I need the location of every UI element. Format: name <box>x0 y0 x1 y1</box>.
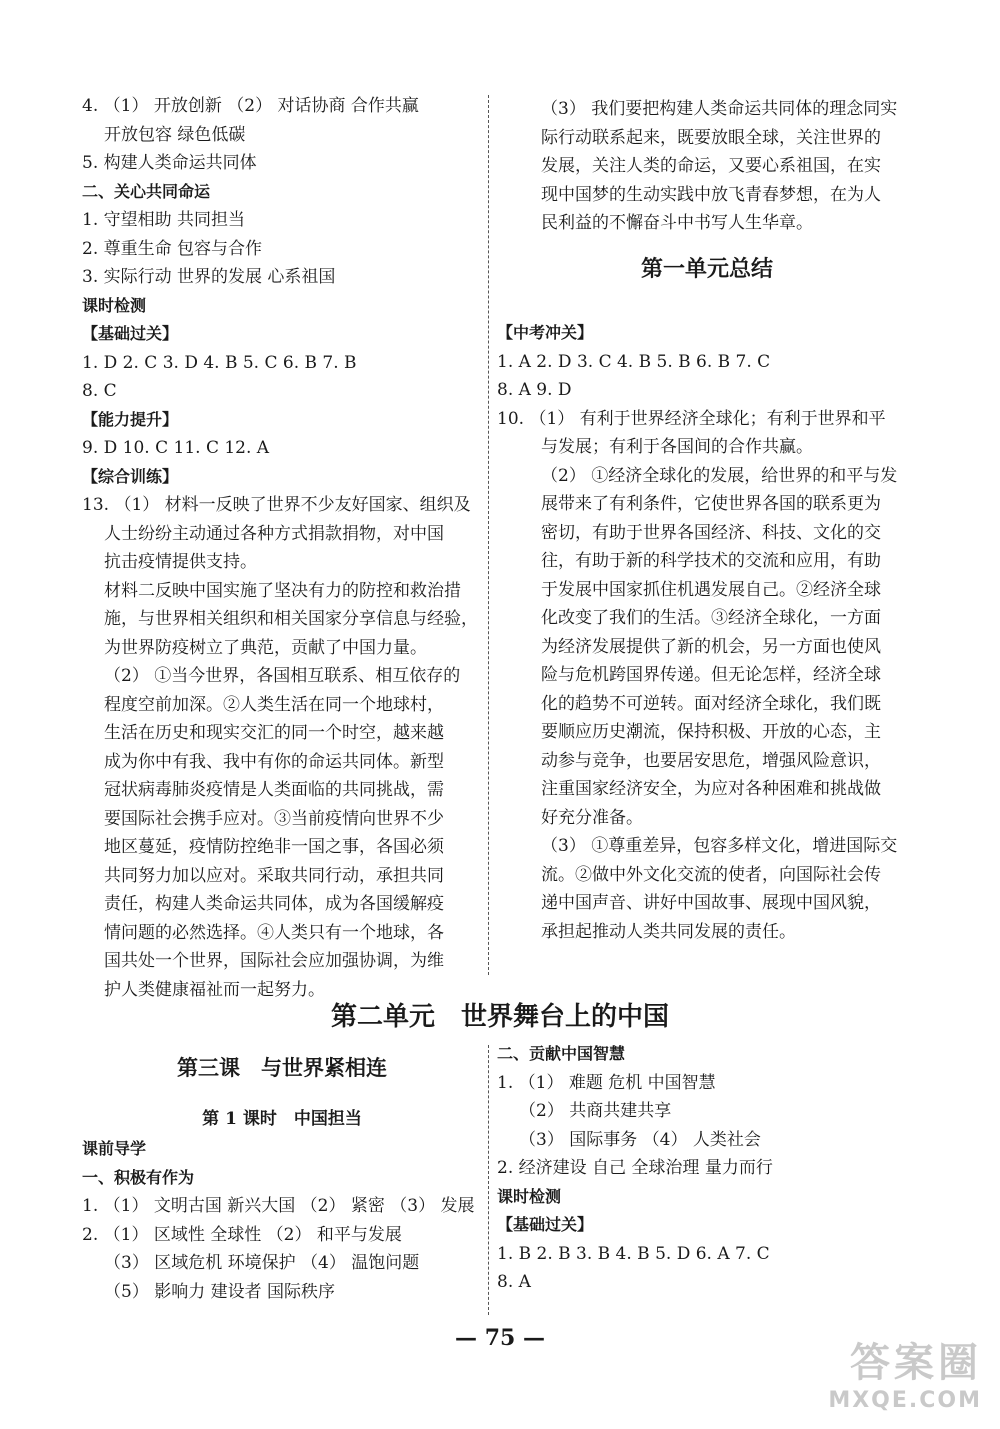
text-line: 【综合训练】 <box>82 466 179 486</box>
text-line: 密切，有助于世界各国经济、科技、文化的交 <box>541 522 881 543</box>
text-line: 发展，关注人类的命运，又要心系祖国，在实 <box>541 156 881 176</box>
text-line: 1. A 2. D 3. C 4. B 5. B 6. B 7. C <box>497 351 771 372</box>
watermark-text-bottom: MXQE.COM <box>828 1388 982 1413</box>
text-line: 【中考冲关】 <box>497 323 594 342</box>
text-line: （5） 影响力 建设者 国际秩序 <box>104 1281 336 1302</box>
watermark-logo <box>812 1331 982 1411</box>
text-line: 1. D 2. C 3. D 4. B 5. C 6. B 7. B <box>82 352 357 373</box>
column-divider-bottom <box>488 1045 489 1315</box>
text-line: （2） ①经济全球化的发展，给世界的和平与发 <box>541 465 898 486</box>
text-line: 5. 构建人类命运共同体 <box>82 153 257 173</box>
text-line: 课时检测 <box>497 1186 562 1206</box>
text-line: 13. （1） 材料一反映了世界不少友好国家、组织及 <box>82 495 471 515</box>
text-line: 1. 守望相助 共同担当 <box>82 210 246 230</box>
text-line: （3） 我们要把构建人类命运共同体的理念同实 <box>541 99 898 119</box>
text-line: 展带来了有利条件，它使世界各国的联系更为 <box>541 494 881 514</box>
text-line: （2） 共商共建共享 <box>519 1101 672 1121</box>
text-line: 材料二反映中国实施了坚决有力的防控和救治措 <box>104 580 461 601</box>
text-line: 动参与竞争，也要居安思危，增强风险意识， <box>541 750 881 771</box>
text-line: 8. A 9. D <box>497 380 572 400</box>
text-line: 化的趋势不可逆转。面对经济全球化，我们既 <box>541 693 881 714</box>
text-line: 抗击疫情提供支持。 <box>104 552 257 572</box>
text-line: 1. B 2. B 3. B 4. B 5. D 6. A 7. C <box>497 1243 770 1264</box>
text-line: 人士纷纷主动通过各种方式捐款捐物，对中国 <box>104 523 444 544</box>
bottom-left-column <box>82 1135 482 1306</box>
text-line: 二、贡献中国智慧 <box>497 1044 626 1063</box>
text-line: （2） ①当今世界，各国相互联系、相互依存的 <box>104 666 461 686</box>
text-line: 10. （1） 有利于世界经济全球化；有利于世界和平 <box>497 408 886 429</box>
text-line: 课时检测 <box>82 295 147 315</box>
text-line: 好充分准备。 <box>541 807 643 828</box>
text-line: 为经济发展提供了新的机会，另一方面也使风 <box>541 636 881 657</box>
text-line: 8. C <box>82 381 117 401</box>
text-line: 共同努力加以应对。采取共同行动，承担共同 <box>104 865 444 886</box>
text-line: 地区蔓延，疫情防控绝非一国之事，各国必须 <box>104 837 444 857</box>
text-line: 承担起推动人类共同发展的责任。 <box>541 921 796 942</box>
unit2-title: 第二单元 世界舞台上的中国 <box>330 1002 669 1032</box>
column-divider-top <box>488 95 489 975</box>
text-line: （3） 区域危机 环境保护 （4） 温饱问题 <box>104 1253 420 1273</box>
text-line: 国共处一个世界，国际社会应加强协调，为维 <box>104 951 444 971</box>
text-line: 二、关心共同命运 <box>82 181 211 201</box>
text-line: 1. （1） 难题 危机 中国智慧 <box>497 1072 716 1093</box>
text-line: 护人类健康福祉而一起努力。 <box>104 979 325 1000</box>
top-left-column <box>82 92 482 1004</box>
text-line: 责任，构建人类命运共同体，成为各国缓解疫 <box>104 894 444 914</box>
text-line: 注重国家经济安全，为应对各种困难和挑战做 <box>541 779 881 799</box>
lesson3-period-title: 第 1 课时 中国担当 <box>202 1109 362 1129</box>
watermark-text-top: 答案圈 <box>850 1340 982 1386</box>
text-line: 施，与世界相关组织和相关国家分享信息与经验， <box>104 609 478 629</box>
text-line: 化改变了我们的生活。③经济全球化，一方面 <box>541 608 881 628</box>
text-line: 为世界防疫树立了典范，贡献了中国力量。 <box>104 637 427 658</box>
text-line: 3. 实际行动 世界的发展 心系祖国 <box>82 267 336 287</box>
text-line: 【基础过关】 <box>82 324 179 343</box>
text-line: 8. A <box>497 1272 531 1292</box>
text-line: 开放包容 绿色低碳 <box>104 124 246 145</box>
text-line: 与发展；有利于各国间的合作共赢。 <box>541 437 813 457</box>
text-line: 1. （1） 文明古国 新兴大国 （2） 紧密 （3） 发展 <box>82 1196 475 1216</box>
text-line: （3） ①尊重差异，包容多样文化，增进国际交 <box>541 836 898 856</box>
text-line: （3） 国际事务 （4） 人类社会 <box>519 1129 761 1150</box>
text-line: 【基础过关】 <box>497 1215 594 1234</box>
page-number: — 75 — <box>455 1325 545 1351</box>
text-line: 流。②做中外文化交流的使者，向国际社会传 <box>541 864 881 885</box>
text-line: 【能力提升】 <box>82 409 179 429</box>
text-line: 课前导学 <box>82 1139 147 1158</box>
bottom-right-column <box>497 1040 917 1297</box>
unit1-summary-title: 第一单元总结 <box>640 256 773 282</box>
text-line: 要国际社会携手应对。③当前疫情向世界不少 <box>104 808 444 829</box>
text-line: 成为你中有我、我中有你的命运共同体。新型 <box>104 751 444 772</box>
text-line: 2. 经济建设 自己 全球治理 量力而行 <box>497 1158 773 1178</box>
top-right-column-continued <box>497 95 917 238</box>
text-line: 2. （1） 区域性 全球性 （2） 和平与发展 <box>82 1224 402 1245</box>
text-line: 9. D 10. C 11. C 12. A <box>82 438 270 458</box>
text-line: 冠状病毒肺炎疫情是人类面临的共同挑战，需 <box>104 780 444 800</box>
lesson3-title: 第三课 与世界紧相连 <box>177 1055 387 1080</box>
text-line: 情问题的必然选择。④人类只有一个地球，各 <box>104 922 444 943</box>
text-line: 一、积极有作为 <box>82 1167 195 1187</box>
text-line: 现中国梦的生动实践中放飞青春梦想，在为人 <box>541 184 881 205</box>
top-right-column-summary <box>497 319 917 946</box>
text-line: 往，有助于新的科学技术的交流和应用，有助 <box>541 551 881 571</box>
text-line: 程度空前加深。②人类生活在同一个地球村， <box>104 694 444 715</box>
text-line: 递中国声音、讲好中国故事、展现中国风貌， <box>541 893 881 913</box>
text-line: 于发展中国家抓住机遇发展自己。②经济全球 <box>541 579 881 600</box>
text-line: 民利益的不懈奋斗中书写人生华章。 <box>541 213 813 233</box>
text-line: 际行动联系起来，既要放眼全球，关注世界的 <box>541 127 881 148</box>
text-line: 生活在历史和现实交汇的同一个时空，越来越 <box>104 723 444 743</box>
text-line: 要顺应历史潮流，保持积极、开放的心态，主 <box>541 722 881 742</box>
text-line: 2. 尊重生命 包容与合作 <box>82 238 263 259</box>
text-line: 4. （1） 开放创新 （2） 对话协商 合作共赢 <box>82 96 419 116</box>
text-line: 险与危机跨国界传递。但无论怎样，经济全球 <box>541 665 881 685</box>
